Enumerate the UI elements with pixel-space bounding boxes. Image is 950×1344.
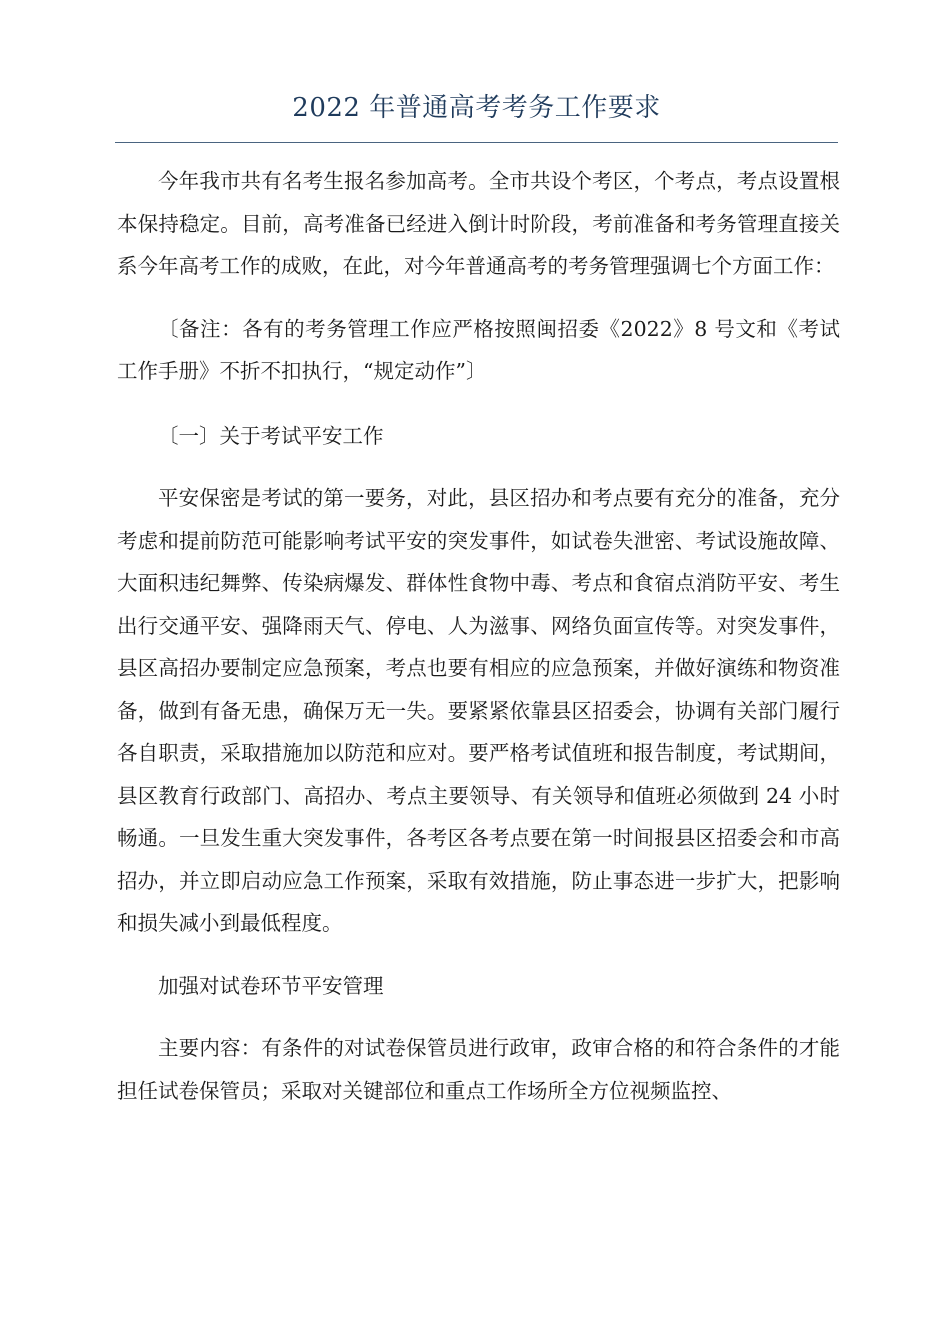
intro-paragraph: 今年我市共有名考生报名参加高考。全市共设个考区，个考点，考点设置根本保持稳定。目前，高考准备已经进入倒计时阶段，考前准备和考务管理直接关系今年高考工作的成败，在此，对今年普通高考的考务管理强调七个方面工作： bbox=[117, 169, 840, 278]
title-divider bbox=[115, 142, 838, 143]
document-body bbox=[117, 160, 840, 1132]
section-heading-safety: 〔一〕关于考试平安工作 bbox=[158, 423, 384, 448]
subsection-heading-paper-security: 加强对试卷环节平安管理 bbox=[158, 973, 384, 998]
note-paragraph: 〔备注：各有的考务管理工作应严格按照闽招委《2022》8 号文和《考试工作手册》不折不扣执行，“规定动作”〕 bbox=[117, 316, 840, 383]
document-title: 2022 年普通高考考务工作要求 bbox=[292, 93, 661, 123]
safety-paragraph: 平安保密是考试的第一要务，对此，县区招办和考点要有充分的准备，充分考虑和提前防范可能影响考试平安的突发事件，如试卷失泄密、考试设施故障、大面积违纪舞弊、传染病爆发、群体性食物中毒、考点和食宿点消防平安、考生出行交通平安、强降雨天气、停电、人为滋事、网络负面宣传等。对突发事件，县区高招办要制定应急预案，考点也要有相应的应急预案，并做好演练和物资准备，做到有备无患，确保万无一失。要紧紧依靠县区招委会，协调有关部门履行各自职责，采取措施加以防范和应对。要严格考试值班和报告制度，考试期间，县区教育行政部门、高招办、考点主要领导、有关领导和值班必须做到 24 小时畅通。一旦发生重大突发事件，各考区各考点要在第一时间报县区招委会和市高招办，并立即启动应急工作预案，采取有效措施，防止事态进一步扩大，把影响和损失减小到最低程度。 bbox=[117, 486, 840, 935]
main-content-paragraph: 主要内容：有条件的对试卷保管员进行政审，政审合格的和符合条件的才能担任试卷保管员；采取对关键部位和重点工作场所全方位视频监控、 bbox=[117, 1036, 840, 1103]
